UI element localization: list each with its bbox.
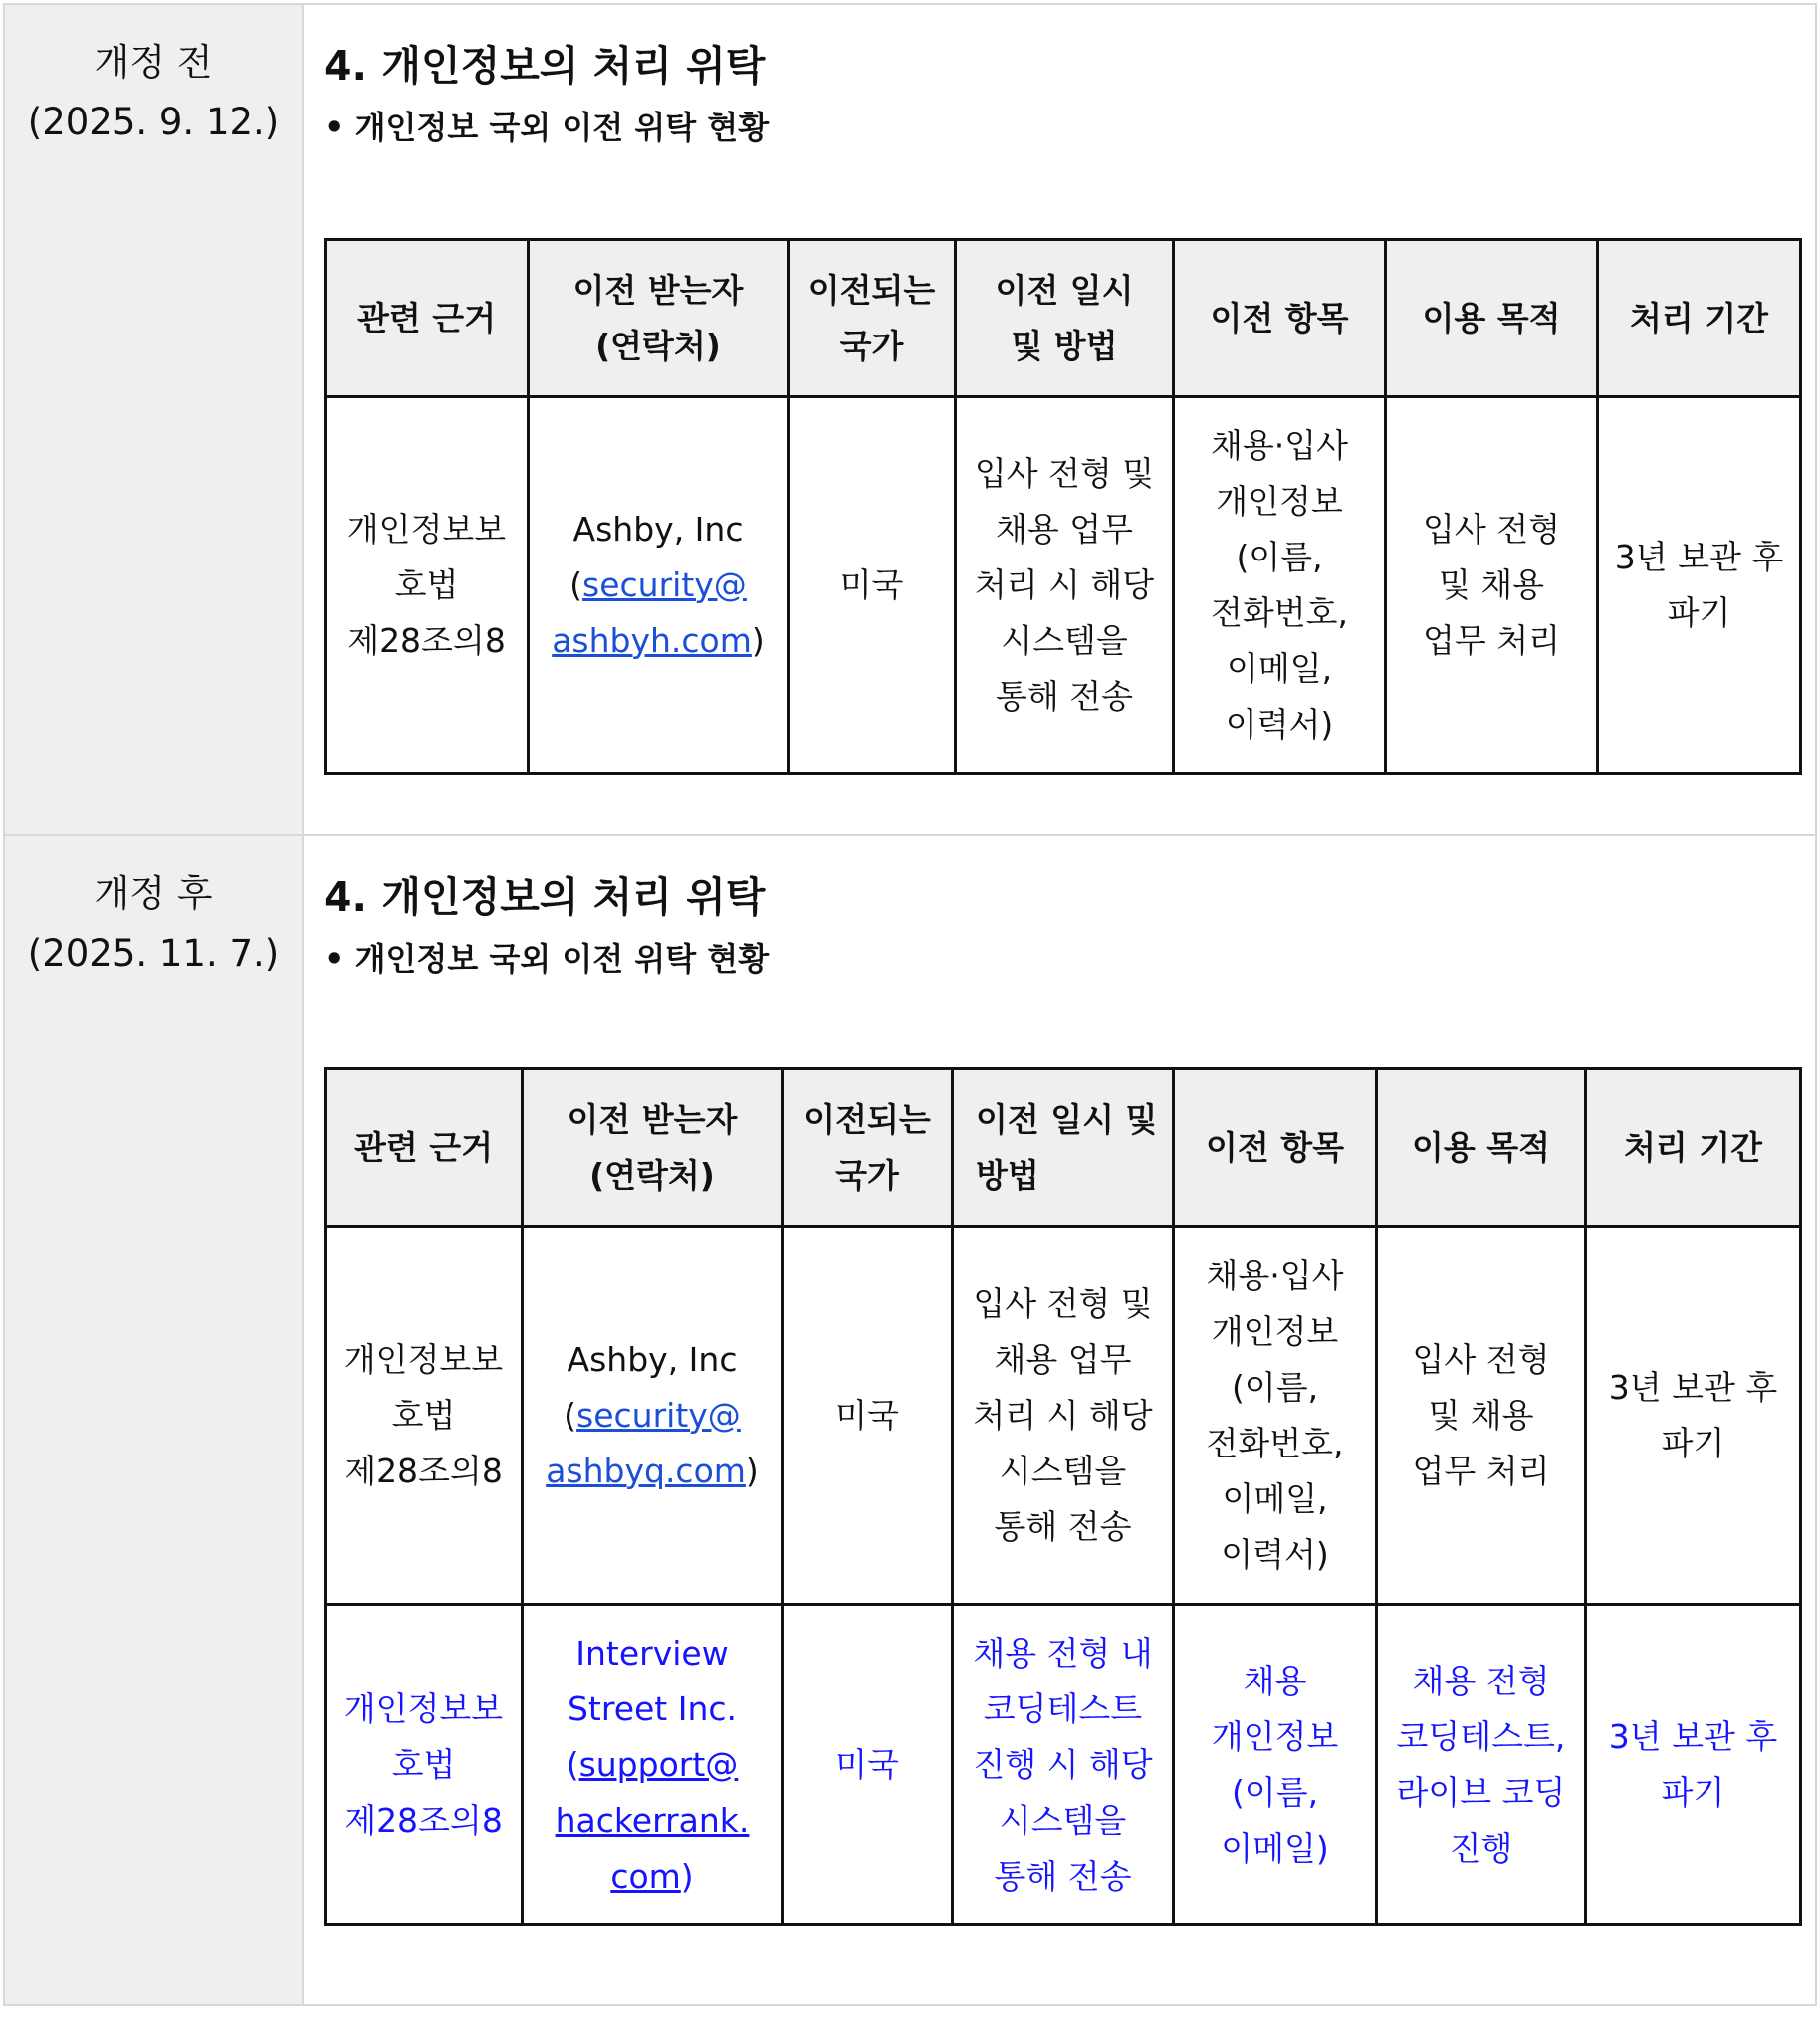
- header-country: 이전되는 국가: [783, 1069, 953, 1227]
- cell-recipient: Interview Street Inc. (support@ hackerrank. com): [523, 1605, 783, 1925]
- cell-country: 미국: [789, 397, 956, 774]
- header-method: 이전 일시 및 방법: [956, 240, 1174, 397]
- recipient-name: Ashby, Inc: [567, 1339, 738, 1379]
- cell-recipient: Ashby, Inc (security@ ashbyh.com): [529, 397, 789, 774]
- transfer-table: [324, 1067, 1802, 1926]
- cell-basis: 개인정보보 호법 제28조의8: [326, 397, 529, 774]
- cell-basis: 개인정보보 호법 제28조의8: [326, 1227, 523, 1605]
- cell-basis: 개인정보보 호법 제28조의8: [326, 1605, 523, 1925]
- cell-purpose: 입사 전형 및 채용 업무 처리: [1377, 1227, 1586, 1605]
- header-basis: 관련 근거: [326, 1069, 523, 1227]
- cell-period: 3년 보관 후 파기: [1598, 397, 1801, 774]
- revision-row-after: [4, 835, 1816, 2005]
- cell-method: 입사 전형 및 채용 업무 처리 시 해당 시스템을 통해 전송: [953, 1227, 1174, 1605]
- header-recipient: 이전 받는자 (연락처): [529, 240, 789, 397]
- header-country: 이전되는 국가: [789, 240, 956, 397]
- header-items: 이전 항목: [1174, 1069, 1377, 1227]
- revision-label-cell: [4, 4, 303, 835]
- section-title: 4. 개인정보의 처리 위탁: [324, 42, 766, 90]
- header-period: 처리 기간: [1598, 240, 1801, 397]
- revision-date: (2025. 9. 12.): [27, 101, 280, 143]
- header-period: 처리 기간: [1586, 1069, 1801, 1227]
- recipient-email-link[interactable]: security@ ashbyh.com: [552, 564, 752, 660]
- cell-country: 미국: [783, 1605, 953, 1925]
- table-header-row: [326, 240, 1801, 397]
- cell-items: 채용·입사 개인정보 (이름, 전화번호, 이메일, 이력서): [1174, 1227, 1377, 1605]
- cell-method: 입사 전형 및 채용 업무 처리 시 해당 시스템을 통해 전송: [956, 397, 1174, 774]
- recipient-email-link[interactable]: security@ ashbyq.com: [546, 1395, 746, 1490]
- cell-items: 채용·입사 개인정보 (이름, 전화번호, 이메일, 이력서): [1174, 397, 1386, 774]
- table-row-added: [326, 1605, 1801, 1925]
- cell-items: 채용 개인정보 (이름, 이메일): [1174, 1605, 1377, 1925]
- revision-label-cell: [4, 835, 303, 2005]
- recipient-email-link[interactable]: support@ hackerrank. com: [555, 1744, 750, 1896]
- cell-purpose: 입사 전형 및 채용 업무 처리: [1386, 397, 1598, 774]
- header-basis: 관련 근거: [326, 240, 529, 397]
- revision-date: (2025. 11. 7.): [27, 932, 280, 975]
- revision-content-cell: [303, 4, 1816, 835]
- header-items: 이전 항목: [1174, 240, 1386, 397]
- section-title: 4. 개인정보의 처리 위탁: [324, 873, 766, 921]
- transfer-table: [324, 238, 1802, 775]
- revision-row-before: [4, 4, 1816, 835]
- cell-country: 미국: [783, 1227, 953, 1605]
- table-header-row: [326, 1069, 1801, 1227]
- recipient-name: Ashby, Inc: [572, 509, 744, 549]
- header-purpose: 이용 목적: [1377, 1069, 1586, 1227]
- header-purpose: 이용 목적: [1386, 240, 1598, 397]
- cell-period: 3년 보관 후 파기: [1586, 1605, 1801, 1925]
- header-recipient: 이전 받는자 (연락처): [523, 1069, 783, 1227]
- revision-content-cell: [303, 835, 1816, 2005]
- cell-method: 채용 전형 내 코딩테스트 진행 시 해당 시스템을 통해 전송: [953, 1605, 1174, 1925]
- table-row: [326, 1227, 1801, 1605]
- revision-label: 개정 후: [94, 872, 213, 915]
- cell-period: 3년 보관 후 파기: [1586, 1227, 1801, 1605]
- cell-purpose: 채용 전형 코딩테스트, 라이브 코딩 진행: [1377, 1605, 1586, 1925]
- section-subtitle: • 개인정보 국외 이전 위탁 현황: [324, 109, 770, 146]
- revision-label: 개정 전: [94, 41, 213, 84]
- table-row: [326, 397, 1801, 774]
- header-method: 이전 일시 및 방법: [953, 1069, 1174, 1227]
- section-subtitle: • 개인정보 국외 이전 위탁 현황: [324, 940, 770, 978]
- cell-recipient: Ashby, Inc (security@ ashbyq.com): [523, 1227, 783, 1605]
- revision-comparison-table: [3, 3, 1817, 2006]
- recipient-name: Interview Street Inc.: [567, 1633, 738, 1728]
